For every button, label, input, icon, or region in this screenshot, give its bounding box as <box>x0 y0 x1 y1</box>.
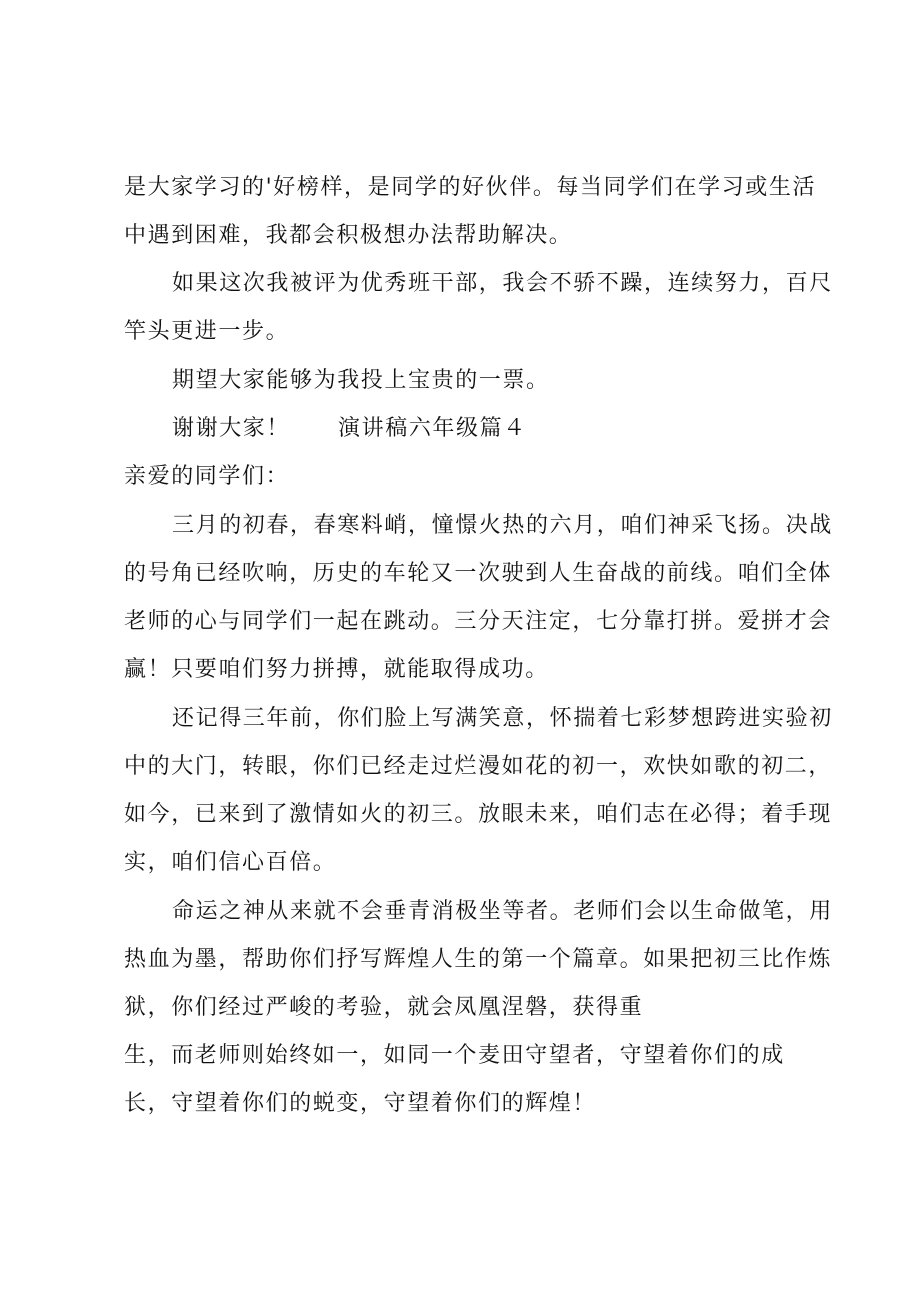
text-line-9: 的号角已经吹响，历史的车轮又一次驶到人生奋战的前线。咱们全体 <box>124 561 833 586</box>
text-line-12: 还记得三年前，你们脸上写满笑意，怀揣着七彩梦想跨进实验初 <box>172 706 833 731</box>
closing-and-heading-line <box>172 414 527 444</box>
text-line-14: 如今，已来到了激情如火的初三。放眼未来，咱们志在必得；着手现 <box>124 802 833 827</box>
section-heading: 演讲稿六年级篇４ <box>338 416 527 441</box>
text-line-11: 赢！只要咱们努力拼搏，就能取得成功。 <box>124 657 549 682</box>
text-line-18: 狱，你们经过严峻的考验，就会凤凰涅磐，获得重 <box>124 995 644 1020</box>
text-line-5: 期望大家能够为我投上宝贵的一票。 <box>172 368 550 393</box>
text-line-15: 实，咱们信心百倍。 <box>124 850 337 875</box>
text-line-20: 长，守望着你们的蜕变，守望着你们的辉煌！ <box>124 1091 597 1116</box>
text-line-19: 生，而老师则始终如一，如同一个麦田守望者，守望着你们的成 <box>124 1043 785 1068</box>
salutation: 亲爱的同学们： <box>124 464 290 489</box>
text-line-10: 老师的心与同学们一起在跳动。三分天注定，七分靠打拼。爱拼才会 <box>124 609 833 634</box>
text-line-3: 如果这次我被评为优秀班干部，我会不骄不躁，连续努力，百尺 <box>172 271 833 296</box>
text-line-1: 是大家学习的'好榜样，是同学的好伙伴。每当同学们在学习或生活 <box>124 175 817 200</box>
text-line-17: 热血为墨，帮助你们抒写辉煌人生的第一个篇章。如果把初三比作炼 <box>124 947 833 972</box>
text-line-16: 命运之神从来就不会垂青消极坐等者。老师们会以生命做笔，用 <box>172 899 833 924</box>
text-line-2: 中遇到困难，我都会积极想办法帮助解决。 <box>124 223 573 248</box>
text-line-4: 竿头更进一步。 <box>124 319 290 344</box>
text-line-13: 中的大门，转眼，你们已经走过烂漫如花的初一，欢快如歌的初二， <box>124 754 833 779</box>
text-line-8: 三月的初春，春寒料峭，憧憬火热的六月，咱们神采飞扬。决战 <box>172 513 833 538</box>
closing-thanks: 谢谢大家！ <box>172 416 291 441</box>
